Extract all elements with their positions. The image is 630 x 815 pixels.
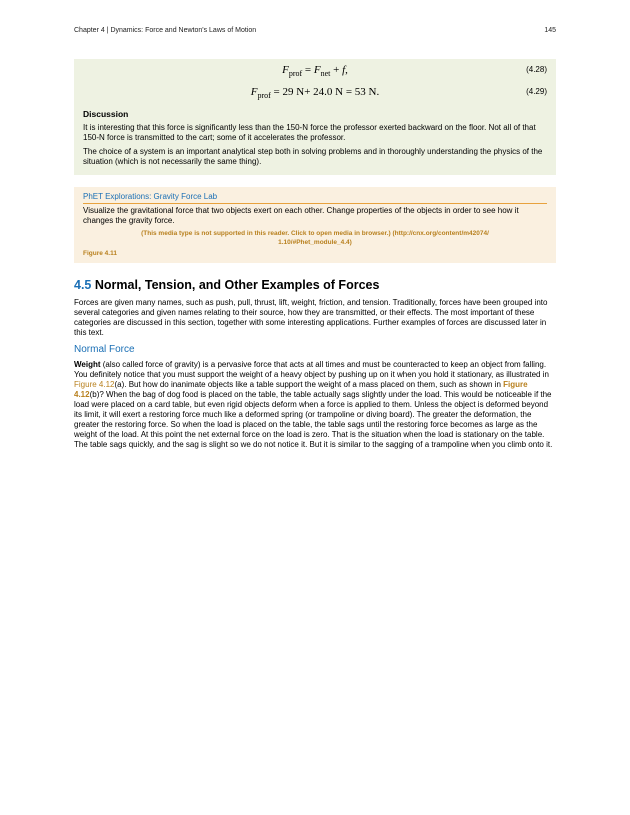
phet-description: Visualize the gravitational force that two objects exert on each other. Change properties of the objects in order to see how it changes the gravity force.	[83, 206, 519, 225]
equation-4-28	[74, 62, 556, 78]
section-heading	[74, 277, 379, 293]
paragraph-text: (a). But how do inanimate objects like a table support the weight of a mass placed on them, such as shown in	[114, 380, 504, 389]
phet-exploration-box	[74, 187, 556, 263]
equation-formula	[74, 84, 556, 104]
discussion-paragraph: The choice of a system is an important analytical step both in solving problems and in thoroughly understanding the physics of the situation (which is not necessarily the same thing).	[83, 147, 543, 166]
equation-formula	[74, 62, 556, 82]
key-term: Weight	[74, 360, 101, 369]
media-link[interactable]	[83, 229, 547, 247]
media-link-line1[interactable]: (This media type is not supported in this reader. Click to open media in browser.) (http://cnx.org/content/m42074/	[141, 230, 489, 237]
section-title: Normal, Tension, and Other Examples of Forces	[91, 278, 380, 292]
eq-subscript: net	[320, 69, 331, 78]
discussion-heading: Discussion	[83, 109, 129, 119]
subsection-heading: Normal Force	[74, 344, 135, 355]
figure-label: Figure 4.11	[83, 250, 117, 257]
paragraph-text: (also called force of gravity) is a pervasive force that acts at all times and must be counteracted to keep an object from falling. You definitely notice that you must support the weight of a heavy object by pushing up on it when you hold it stationary, as illustrated in	[74, 360, 549, 379]
equation-number: (4.29)	[526, 87, 547, 96]
eq-var: F	[250, 86, 258, 98]
section-number: 4.5	[74, 278, 92, 292]
eq-var: F	[282, 64, 289, 76]
eq-operator: +	[330, 64, 343, 76]
equation-4-29	[74, 84, 556, 100]
discussion-paragraph: It is interesting that this force is significantly less than the 150-N force the professor exerted backward on the floor. Not all of that 150-N force is transmitted to the cart; some of it accelerates the professor.	[83, 123, 536, 142]
eq-var: f	[342, 64, 346, 76]
figure-link[interactable]: Figure 4.12	[74, 380, 115, 389]
equation-number: (4.28)	[526, 65, 547, 74]
page-number: 145	[544, 27, 556, 34]
media-link-line2[interactable]: 1.10/#Phet_module_4.4)	[278, 239, 352, 246]
normal-force-paragraph	[74, 360, 556, 450]
eq-subscript: prof	[288, 69, 303, 78]
figure-link[interactable]: Figure 4.12	[74, 380, 528, 399]
eq-subscript: prof	[257, 91, 271, 100]
eq-rhs: = 29 N+ 24.0 N = 53 N.	[270, 86, 380, 98]
phet-title: PhET Explorations: Gravity Force Lab	[83, 191, 547, 204]
eq-punct: ,	[345, 64, 348, 76]
eq-var: F	[313, 64, 321, 76]
paragraph-text: (b)? When the bag of dog food is placed on the table, the table actually sags slightly under the load. This would be noticeable if the load were placed on a card table, but even rigid objects deform when a force is applied to them. Unless the object is deformed beyond its limit, it will exert a restoring force much like a deformed spring (or trampoline or diving board). The greater the deformation, the greater the restoring force. So when the load is placed on the table, the table sags until the restoring force becomes as large as the weight of the load. At this point the net external force on the load is zero. That is the situation when the load is stationary on the table. The table sags quickly, and the sag is slight so we do not notice it. But it is similar to the sagging of a trampoline when you climb onto it.	[74, 390, 553, 449]
section-intro-paragraph: Forces are given many names, such as push, pull, thrust, lift, weight, friction, and tension. Traditionally, forces have been grouped into several categories and given names relating to their source, how they are transmitted, or their effects. The most important of these categories are discussed in this section, together with some interesting applications. Further examples of forces are discussed later in this text.	[74, 298, 548, 337]
eq-operator: =	[302, 64, 314, 76]
example-solution-box	[74, 59, 556, 175]
chapter-title: Chapter 4 | Dynamics: Force and Newton's Laws of Motion	[74, 27, 257, 34]
page-header	[74, 25, 556, 37]
